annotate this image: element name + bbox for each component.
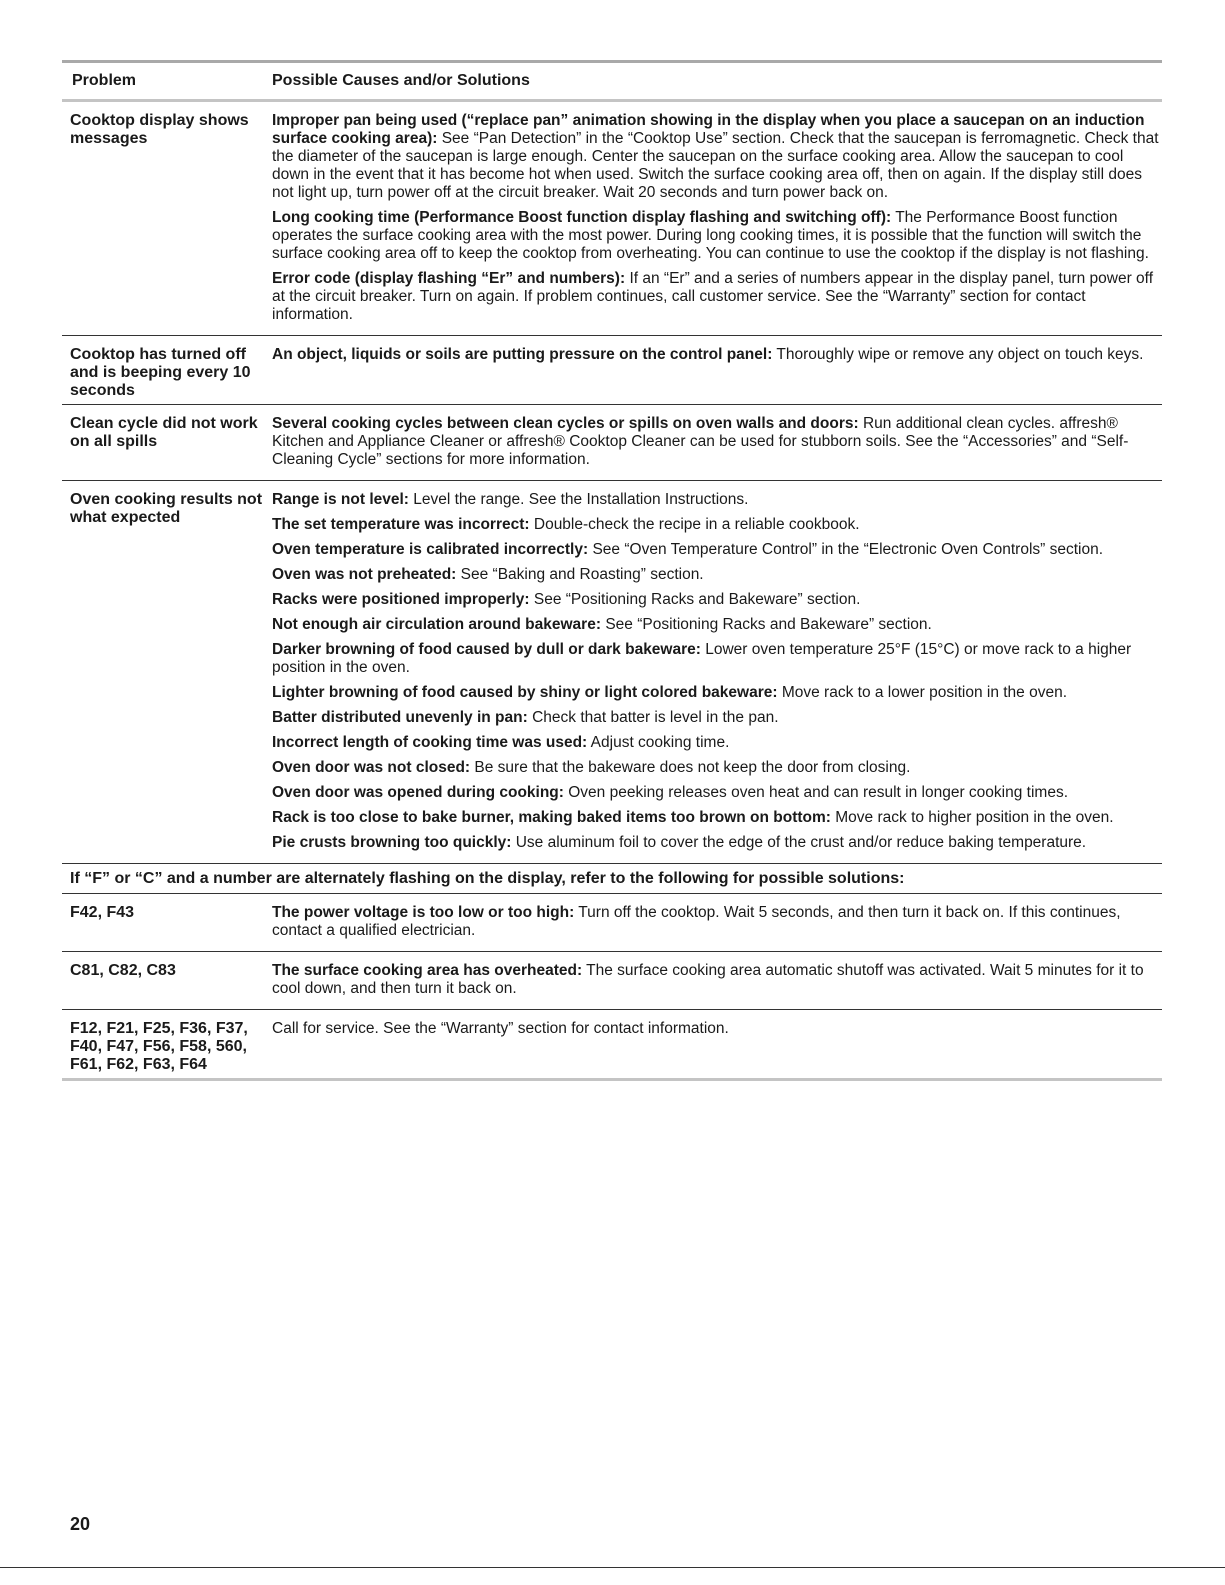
solution-text: Turn off the cooktop. Wait 5 seconds, and then turn it back on. If this continues, contact a qualified electrician. [272, 904, 1121, 939]
solutions-cell [272, 415, 1162, 476]
solution-text: Check that batter is level in the pan. [532, 709, 779, 726]
solution-entry [272, 904, 1162, 940]
cause-text: Pie crusts browning too quickly: [272, 834, 512, 851]
header-problem: Problem [72, 72, 137, 89]
solution-text: See “Pan Detection” in the “Cooktop Use” section. Check that the saucepan is ferromagnetic. Check that the diameter of the saucepan is large enough. Center the saucepan on the surface cooking area. Allow the saucepan to cool down in the event that it has become hot when used. Switch the surface cooking area off, then on again. If the display still does not light up, turn power off at the circuit breaker. Wait 20 seconds and turn power back on. [272, 130, 1159, 201]
solutions-cell [272, 962, 1162, 1005]
solution-text: Adjust cooking time. [590, 734, 730, 751]
solution-text: Lower oven temperature 25°F (15°C) or move rack to a higher position in the oven. [272, 641, 1132, 676]
code-rows [62, 894, 1162, 1081]
solution-entry [272, 684, 1162, 702]
code-note: If “F” or “C” and a number are alternately flashing on the display, refer to the following for possible solutions: [62, 864, 1162, 894]
problem-rows [62, 102, 1162, 864]
code-row [62, 1010, 1162, 1081]
header-solutions: Possible Causes and/or Solutions [272, 72, 530, 89]
solution-text: Move rack to a lower position in the oven. [781, 684, 1068, 701]
cause-text: Oven door was not closed: [272, 759, 471, 776]
problem-row [62, 481, 1162, 864]
solution-text: If an “Er” and a series of numbers appear in the display panel, turn power off at the circuit breaker. Turn on again. If problem continues, call customer service. See the “Warranty” section for contact information. [272, 270, 1154, 323]
cause-text: Oven was not preheated: [272, 566, 457, 583]
cause-text: Batter distributed unevenly in pan: [272, 709, 528, 726]
problem-label: Cooktop display shows messages [70, 112, 249, 147]
page-number: 20 [70, 1514, 91, 1534]
solution-entry [272, 270, 1162, 324]
solution-entry [272, 346, 1162, 364]
solution-text: See “Positioning Racks and Bakeware” section. [605, 616, 932, 633]
solution-entry [272, 759, 1162, 777]
solution-text: Double-check the recipe in a reliable cookbook. [533, 516, 860, 533]
problem-row [62, 405, 1162, 481]
solutions-cell [272, 112, 1162, 331]
problem-label: Clean cycle did not work on all spills [70, 415, 258, 450]
solution-entry [272, 566, 1162, 584]
solution-entry [272, 809, 1162, 827]
cause-text: Not enough air circulation around bakeware: [272, 616, 601, 633]
error-code-label: C81, C82, C83 [70, 962, 176, 979]
cause-text: Racks were positioned improperly: [272, 591, 530, 608]
solution-entry [272, 209, 1162, 263]
solution-text: Call for service. See the “Warranty” section for contact information. [272, 1020, 729, 1037]
cause-text: Improper pan being used (“replace pan” animation showing in the display when you place a saucepan on an induction surface cooking area): [272, 112, 1145, 147]
code-row [62, 952, 1162, 1010]
solution-entry [272, 415, 1162, 469]
table-header [62, 60, 1162, 102]
solutions-cell [272, 904, 1162, 947]
solution-text: Level the range. See the Installation Instructions. [413, 491, 749, 508]
solution-entry [272, 784, 1162, 802]
cause-text: Lighter browning of food caused by shiny or light colored bakeware: [272, 684, 778, 701]
cause-text: The surface cooking area has overheated: [272, 962, 583, 979]
cause-text: An object, liquids or soils are putting pressure on the control panel: [272, 346, 773, 363]
solution-entry [272, 591, 1162, 609]
solution-text: Thoroughly wipe or remove any object on touch keys. [776, 346, 1144, 363]
cause-text: The set temperature was incorrect: [272, 516, 530, 533]
solution-text: See “Positioning Racks and Bakeware” section. [533, 591, 861, 608]
solution-entry [272, 491, 1162, 509]
solution-text: Oven peeking releases oven heat and can result in longer cooking times. [568, 784, 1068, 801]
solution-entry [272, 112, 1162, 202]
problem-label: Oven cooking results not what expected [70, 491, 263, 526]
solution-entry [272, 616, 1162, 634]
solutions-cell [272, 1020, 1162, 1074]
code-row [62, 894, 1162, 952]
cause-text: Range is not level: [272, 491, 409, 508]
problem-row [62, 336, 1162, 405]
error-code-label: F12, F21, F25, F36, F37, F40, F47, F56, F58, 560, F61, F62, F63, F64 [70, 1020, 248, 1073]
troubleshooting-table [62, 60, 1162, 1081]
cause-text: Incorrect length of cooking time was used: [272, 734, 588, 751]
solution-text: Move rack to higher position in the oven. [835, 809, 1114, 826]
solution-entry [272, 641, 1162, 677]
problem-label: Cooktop has turned off and is beeping every 10 seconds [70, 346, 251, 399]
solutions-cell [272, 346, 1162, 400]
cause-text: Oven door was opened during cooking: [272, 784, 564, 801]
solution-text: Use aluminum foil to cover the edge of the crust and/or reduce baking temperature. [515, 834, 1087, 851]
cause-text: Several cooking cycles between clean cycles or spills on oven walls and doors: [272, 415, 859, 432]
solution-text: Be sure that the bakeware does not keep the door from closing. [474, 759, 911, 776]
solution-entry [272, 516, 1162, 534]
solutions-cell [272, 491, 1162, 859]
solution-text: The surface cooking area automatic shutoff was activated. Wait 5 minutes for it to cool down, and then turn it back on. [272, 962, 1144, 997]
cause-text: Darker browning of food caused by dull or dark bakeware: [272, 641, 701, 658]
cause-text: Oven temperature is calibrated incorrectly: [272, 541, 589, 558]
solution-entry [272, 962, 1162, 998]
solution-entry [272, 1020, 1162, 1038]
cause-text: Error code (display flashing “Er” and numbers): [272, 270, 626, 287]
solution-text: See “Oven Temperature Control” in the “Electronic Oven Controls” section. [592, 541, 1104, 558]
solution-text: See “Baking and Roasting” section. [460, 566, 704, 583]
solution-entry [272, 709, 1162, 727]
solution-text: The Performance Boost function operates the surface cooking area with the most power. During long cooking times, it is possible that the function will switch the surface cooking area off to keep the cooktop from overheating. You can continue to use the cooktop if the display is not flashing. [272, 209, 1149, 262]
solution-entry [272, 834, 1162, 852]
problem-row [62, 102, 1162, 336]
error-code-label: F42, F43 [70, 904, 135, 921]
cause-text: The power voltage is too low or too high: [272, 904, 575, 921]
solution-entry [272, 541, 1162, 559]
bottom-divider [0, 1567, 1225, 1568]
solution-text: Run additional clean cycles. affresh® Kitchen and Appliance Cleaner or affresh® Cooktop Cleaner can be used for stubborn soils. See the “Accessories” and “Self-Cleaning Cycle” sections for more information. [272, 415, 1129, 468]
cause-text: Long cooking time (Performance Boost function display flashing and switching off): [272, 209, 892, 226]
cause-text: Rack is too close to bake burner, making baked items too brown on bottom: [272, 809, 831, 826]
solution-entry [272, 734, 1162, 752]
